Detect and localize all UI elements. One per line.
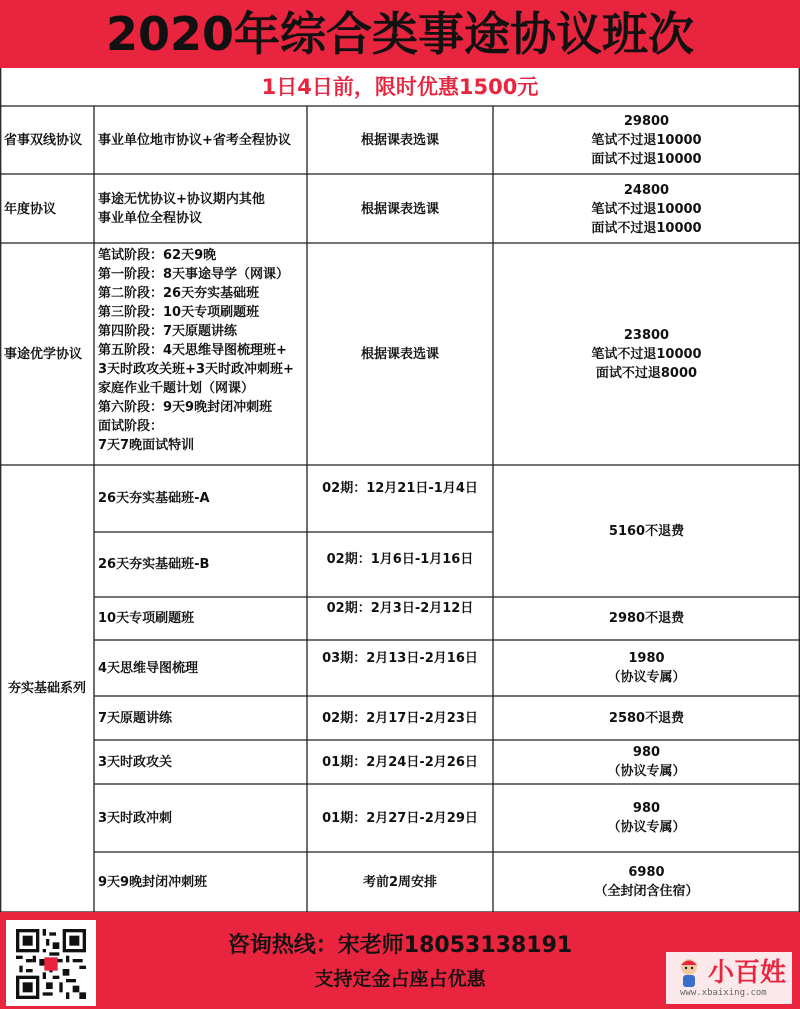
- agreement-name: 省事双线协议: [4, 133, 83, 148]
- course-price: 6980 （全封闭含住宿）: [594, 865, 699, 899]
- course-name: 3天时政冲刺: [98, 810, 173, 826]
- agreement-price: 24800 笔试不过退10000 面试不过退10000: [591, 182, 702, 236]
- course-price: 2980不退费: [608, 611, 685, 626]
- header-banner: [0, 0, 800, 68]
- course-price: 980 （协议专属）: [607, 801, 686, 835]
- course-name: 7天原题讲练: [98, 710, 173, 726]
- course-price: 5160不退费: [608, 523, 685, 539]
- course-name: 10天专项刷题班: [98, 611, 195, 626]
- course-schedule: 02期：1月6日-1月16日: [326, 552, 474, 567]
- course-schedule: 02期：12月21日-1月4日: [322, 481, 478, 496]
- footer-banner: [0, 912, 800, 1009]
- agreement-price: 29800 笔试不过退10000 面试不过退10000: [591, 114, 702, 167]
- brand-name: 小百姓: [708, 958, 787, 988]
- course-price: 1980 （协议专属）: [607, 651, 686, 685]
- page-title: 2020年综合类事途协议班次: [105, 7, 695, 61]
- course-schedule: 02期：2月3日-2月12日: [326, 601, 474, 616]
- agreement-content: 笔试阶段：62天9晚 第一阶段：8天事途导学（网课） 第二阶段：26天夯实基础班 第三阶段：10天专项刷题班 第四阶段：7天原题讲练 第五阶段：4天思维导图梳理班+ 3天时政攻关班+3天时政冲刺班+ 家庭作业千题计划（网课） 第六阶段：9天9晚封闭冲刺班 面试阶段： 7天7晚面试特训: [98, 248, 294, 453]
- agreement-schedule: 根据课表选课: [360, 346, 439, 362]
- course-schedule: 01期：2月27日-2月29日: [322, 810, 478, 826]
- promo-banner: 1日4日前，限时优惠1500元: [261, 75, 539, 99]
- agreement-content: 事途无忧协议+协议期内其他 事业单位全程协议: [98, 192, 265, 226]
- agreement-schedule: 根据课表选课: [360, 133, 439, 148]
- course-price: 980 （协议专属）: [607, 745, 686, 779]
- agreement-name: 年度协议: [4, 201, 57, 217]
- course-schedule: 02期：2月17日-2月23日: [322, 710, 478, 726]
- agreement-name: 事途优学协议: [4, 346, 83, 362]
- agreement-content: 事业单位地市协议+省考全程协议: [98, 133, 291, 148]
- series-name: 夯实基础系列: [7, 681, 86, 696]
- qr-code-icon[interactable]: [16, 929, 86, 999]
- course-name: 26天夯实基础班-B: [98, 557, 210, 572]
- course-schedule: 01期：2月24日-2月26日: [322, 754, 478, 770]
- mascot-icon: [672, 956, 706, 988]
- course-schedule: 03期：2月13日-2月16日: [322, 651, 478, 666]
- qr-code-frame: [6, 920, 96, 1006]
- course-schedule: 考前2周安排: [362, 874, 438, 890]
- deposit-text: 支持定金占座占优惠: [314, 968, 486, 990]
- hotline-text: 咨询热线：宋老师18053138191: [227, 933, 573, 958]
- course-name: 26天夯实基础班-A: [98, 491, 210, 506]
- agreement-price: 23800 笔试不过退10000 面试不过退8000: [591, 327, 702, 381]
- brand-url: www.xbaixing.com: [680, 988, 767, 998]
- course-name: 4天思维导图梳理: [98, 660, 199, 676]
- course-name: 9天9晚封闭冲刺班: [98, 874, 208, 890]
- course-name: 3天时政攻关: [98, 754, 173, 770]
- course-price: 2580不退费: [608, 710, 685, 726]
- agreement-schedule: 根据课表选课: [360, 201, 439, 217]
- brand-watermark: [666, 952, 792, 1004]
